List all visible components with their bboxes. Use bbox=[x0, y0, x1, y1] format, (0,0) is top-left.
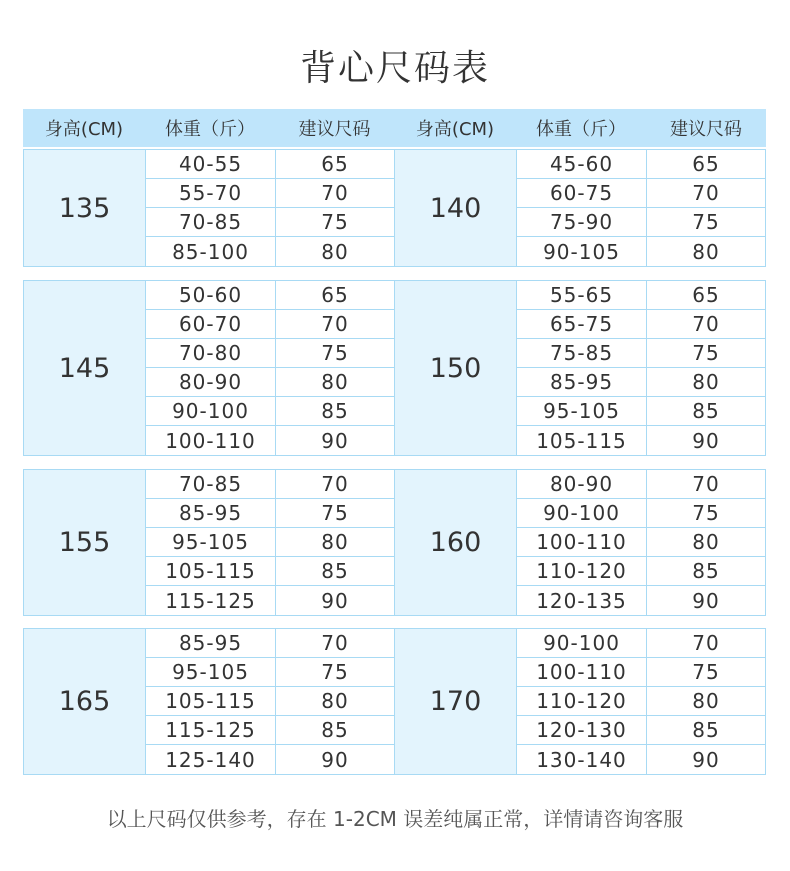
size-group-right bbox=[395, 629, 765, 774]
size-group bbox=[23, 149, 766, 267]
header-size-right: 建议尺码 bbox=[670, 119, 742, 140]
weight-cell: 125-140 bbox=[165, 747, 256, 772]
header-height-left: 身高(CM) bbox=[44, 119, 124, 140]
height-cell: 155 bbox=[24, 470, 146, 615]
header-weight-right: 体重（斤） bbox=[536, 119, 626, 140]
size-cell: 75 bbox=[276, 208, 394, 237]
size-group-left bbox=[24, 629, 395, 774]
weight-cell: 70-80 bbox=[146, 339, 275, 368]
height-cell: 145 bbox=[24, 281, 146, 455]
size-cell: 80 bbox=[321, 239, 349, 264]
size-cell: 80 bbox=[276, 368, 394, 397]
size-cell: 85 bbox=[276, 397, 394, 426]
height-cell: 170 bbox=[395, 629, 517, 774]
size-group-right bbox=[395, 470, 765, 615]
size-cell: 80 bbox=[276, 528, 394, 557]
weight-cell: 75-90 bbox=[517, 208, 646, 237]
weight-cell: 60-75 bbox=[517, 179, 646, 208]
size-group-right bbox=[395, 281, 765, 455]
weight-cell: 75-85 bbox=[517, 339, 646, 368]
size-cell: 65 bbox=[647, 281, 765, 310]
weight-column bbox=[146, 629, 276, 774]
page-title: 背心尺码表 bbox=[299, 48, 490, 89]
weight-cell: 70-85 bbox=[146, 470, 275, 499]
header-height-right: 身高(CM) bbox=[415, 119, 495, 140]
weight-cell: 80-90 bbox=[146, 368, 275, 397]
weight-cell: 115-125 bbox=[165, 588, 256, 613]
weight-cell: 105-115 bbox=[536, 428, 627, 453]
weight-cell: 85-95 bbox=[146, 499, 275, 528]
size-cell: 80 bbox=[647, 368, 765, 397]
size-column bbox=[276, 281, 395, 455]
size-cell: 85 bbox=[276, 557, 394, 586]
size-group-left bbox=[24, 281, 395, 455]
weight-cell: 50-60 bbox=[146, 281, 275, 310]
size-cell: 85 bbox=[647, 397, 765, 426]
size-cell: 70 bbox=[276, 629, 394, 658]
size-column bbox=[647, 470, 765, 615]
size-cell: 75 bbox=[276, 658, 394, 687]
weight-column bbox=[146, 470, 276, 615]
size-group bbox=[23, 469, 766, 616]
size-cell: 85 bbox=[647, 557, 765, 586]
weight-cell: 90-100 bbox=[517, 629, 646, 658]
size-cell: 85 bbox=[647, 716, 765, 745]
size-cell: 75 bbox=[647, 208, 765, 237]
size-cell: 70 bbox=[647, 629, 765, 658]
size-cell: 90 bbox=[692, 428, 720, 453]
size-cell: 80 bbox=[647, 528, 765, 557]
size-cell: 70 bbox=[276, 470, 394, 499]
height-cell: 135 bbox=[24, 150, 146, 266]
weight-cell: 110-120 bbox=[517, 557, 646, 586]
size-group-right bbox=[395, 150, 765, 266]
size-group-left bbox=[24, 470, 395, 615]
size-cell: 65 bbox=[647, 150, 765, 179]
weight-cell: 100-110 bbox=[517, 658, 646, 687]
size-cell: 75 bbox=[276, 499, 394, 528]
weight-cell: 40-55 bbox=[146, 150, 275, 179]
weight-cell: 60-70 bbox=[146, 310, 275, 339]
size-cell: 80 bbox=[647, 687, 765, 716]
weight-cell: 70-85 bbox=[146, 208, 275, 237]
size-column bbox=[276, 150, 395, 266]
size-column bbox=[647, 150, 765, 266]
size-cell: 75 bbox=[647, 499, 765, 528]
height-cell: 140 bbox=[395, 150, 517, 266]
size-cell: 90 bbox=[321, 428, 349, 453]
weight-cell: 55-70 bbox=[146, 179, 275, 208]
weight-cell: 110-120 bbox=[517, 687, 646, 716]
weight-cell: 95-105 bbox=[146, 658, 275, 687]
size-cell: 70 bbox=[647, 179, 765, 208]
size-cell: 70 bbox=[276, 179, 394, 208]
size-column bbox=[647, 629, 765, 774]
weight-column bbox=[517, 470, 647, 615]
weight-column bbox=[146, 150, 276, 266]
weight-cell: 55-65 bbox=[517, 281, 646, 310]
weight-cell: 120-130 bbox=[517, 716, 646, 745]
weight-column bbox=[146, 281, 276, 455]
height-cell: 160 bbox=[395, 470, 517, 615]
weight-cell: 130-140 bbox=[536, 747, 627, 772]
size-group bbox=[23, 628, 766, 775]
weight-cell: 95-105 bbox=[517, 397, 646, 426]
weight-cell: 115-125 bbox=[146, 716, 275, 745]
size-cell: 80 bbox=[276, 687, 394, 716]
table-header bbox=[23, 109, 766, 147]
height-cell: 165 bbox=[24, 629, 146, 774]
weight-cell: 105-115 bbox=[146, 557, 275, 586]
size-column bbox=[276, 470, 395, 615]
weight-cell: 100-110 bbox=[165, 428, 256, 453]
weight-cell: 85-95 bbox=[517, 368, 646, 397]
weight-column bbox=[517, 629, 647, 774]
size-cell: 75 bbox=[647, 658, 765, 687]
weight-cell: 100-110 bbox=[517, 528, 646, 557]
footer-note: 以上尺码仅供参考，存在 1-2CM 误差纯属正常，详情请咨询客服 bbox=[106, 807, 684, 831]
header-weight-left: 体重（斤） bbox=[165, 119, 255, 140]
weight-cell: 105-115 bbox=[146, 687, 275, 716]
size-cell: 80 bbox=[692, 239, 720, 264]
weight-cell: 45-60 bbox=[517, 150, 646, 179]
weight-column bbox=[517, 281, 647, 455]
weight-cell: 90-100 bbox=[517, 499, 646, 528]
size-cell: 85 bbox=[276, 716, 394, 745]
size-cell: 70 bbox=[647, 470, 765, 499]
weight-cell: 65-75 bbox=[517, 310, 646, 339]
size-cell: 65 bbox=[276, 281, 394, 310]
height-cell: 150 bbox=[395, 281, 517, 455]
size-cell: 90 bbox=[692, 588, 720, 613]
weight-cell: 95-105 bbox=[146, 528, 275, 557]
size-cell: 70 bbox=[647, 310, 765, 339]
weight-cell: 90-100 bbox=[146, 397, 275, 426]
weight-cell: 85-95 bbox=[146, 629, 275, 658]
size-cell: 90 bbox=[692, 747, 720, 772]
size-group bbox=[23, 280, 766, 456]
size-cell: 75 bbox=[647, 339, 765, 368]
weight-cell: 85-100 bbox=[172, 239, 249, 264]
size-group-left bbox=[24, 150, 395, 266]
size-column bbox=[647, 281, 765, 455]
size-column bbox=[276, 629, 395, 774]
weight-column bbox=[517, 150, 647, 266]
size-cell: 70 bbox=[276, 310, 394, 339]
size-cell: 65 bbox=[276, 150, 394, 179]
size-cell: 75 bbox=[276, 339, 394, 368]
weight-cell: 120-135 bbox=[536, 588, 627, 613]
weight-cell: 80-90 bbox=[517, 470, 646, 499]
header-size-left: 建议尺码 bbox=[298, 119, 371, 140]
size-cell: 90 bbox=[321, 588, 349, 613]
weight-cell: 90-105 bbox=[543, 239, 620, 264]
size-cell: 90 bbox=[321, 747, 349, 772]
